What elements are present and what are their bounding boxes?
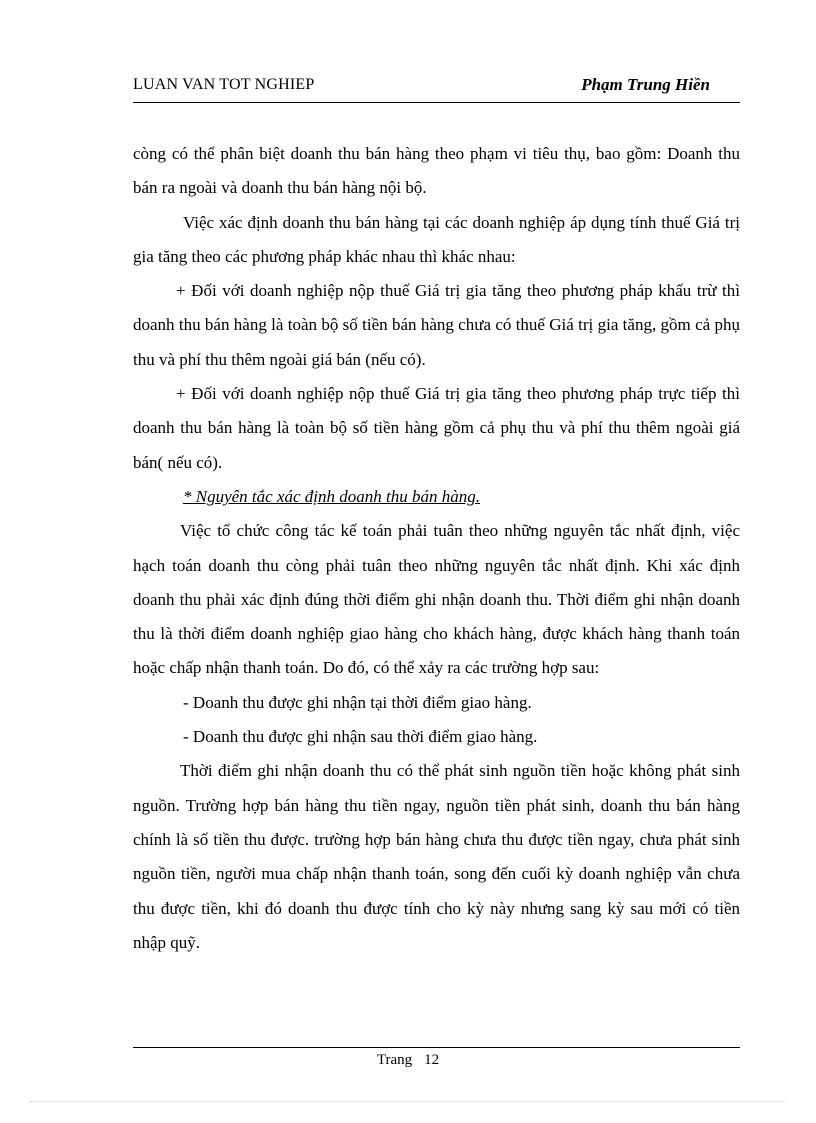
page-footer [0,1052,816,1069]
page-header [133,72,740,103]
page-label: Trang [376,1052,413,1068]
paragraph-deduction-method: + Đối với doanh nghiệp nộp thuế Giá trị gia tăng theo phương pháp khấu trừ thì doanh thu bán hàng là toàn bộ số tiền bán hàng chưa có thuế Giá trị gia tăng, gồm cả phụ thu và phí thu thêm ngoài giá bán (nếu có). [133,281,740,369]
list-item: - Doanh thu được ghi nhận tại thời điểm giao hàng. [183,692,532,712]
paragraph-recognition-timing: Thời điểm ghi nhận doanh thu có thể phát sinh nguồn tiền hoặc không phát sinh nguồn. Trường hợp bán hàng thu tiền ngay, nguồn tiền phát sinh, doanh thu bán hàng chính là số tiền thu được. trường hợp bán hàng chưa thu được tiền ngay, chưa phát sinh nguồn tiền, người mua chấp nhận thanh toán, song đến cuối kỳ doanh nghiệp vẫn chưa thu được tiền, khi đó doanh thu được tính cho kỳ này nhưng sang kỳ sau mới có tiền nhập quỹ. [133,761,740,952]
paragraph-direct-method: + Đối với doanh nghiệp nộp thuế Giá trị gia tăng theo phương pháp trực tiếp thì doanh thu bán hàng là toàn bộ số tiền hàng gồm cả phụ thu và phí thu thêm ngoài giá bán( nếu có). [133,384,740,472]
paragraph-principles: Việc tổ chức công tác kế toán phải tuân theo những nguyên tắc nhất định, việc hạch toán doanh thu còng phải tuân theo những nguyên tắc nhất định. Khi xác định doanh thu phải xác định đúng thời điểm ghi nhận doanh thu. Thời điểm ghi nhận doanh thu là thời điểm doanh nghiệp giao hàng cho khách hàng, được khách hàng thanh toán hoặc chấp nhận thanh toán. Do đó, có thể xảy ra các trường hợp sau: [133,521,740,678]
page-number: 12 [424,1052,440,1068]
page-edge-divider [30,1101,786,1102]
section-heading: * Nguyên tắc xác định doanh thu bán hàng. [183,486,480,506]
document-title: LUAN VAN TOT NGHIEP [133,76,315,93]
footer-divider [133,1047,740,1048]
paragraph-revenue-classification: còng có thể phân biệt doanh thu bán hàng theo phạm vi tiêu thụ, bao gồm: Doanh thu bán ra ngoài và doanh thu bán hàng nội bộ. [133,144,740,198]
author-name: Phạm Trung Hiền [581,75,710,94]
page-body [133,137,740,960]
paragraph-vat-methods: Việc xác định doanh thu bán hàng tại các doanh nghiệp áp dụng tính thuế Giá trị gia tăng theo các phương pháp khác nhau thì khác nhau: [133,212,740,266]
list-item: - Doanh thu được ghi nhận sau thời điểm giao hàng. [183,727,538,747]
